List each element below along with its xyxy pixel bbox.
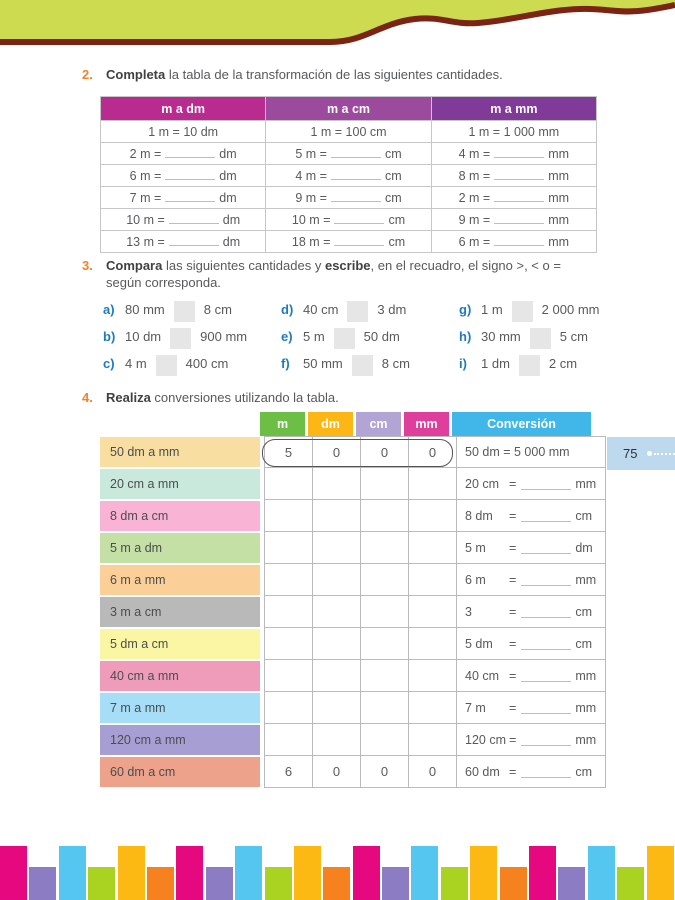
comparison-item xyxy=(459,296,639,323)
conversion-unit: cm xyxy=(575,604,592,619)
item-letter: e) xyxy=(281,329,293,344)
digit-cell[interactable] xyxy=(408,692,456,724)
digit-cell[interactable]: 0 xyxy=(312,436,360,468)
equals-sign: = xyxy=(509,700,517,715)
row-label: 5 m a dm xyxy=(100,533,260,563)
conversion-cell xyxy=(456,564,606,596)
equals-sign: = xyxy=(509,636,517,651)
footer-bar xyxy=(353,846,380,900)
cell-unit: cm xyxy=(384,191,402,205)
table-row xyxy=(100,756,597,788)
table-row xyxy=(101,143,597,165)
digit-cell[interactable] xyxy=(360,660,408,692)
fill-in-cell xyxy=(101,165,266,187)
footer-bar xyxy=(235,846,262,900)
cell-unit: dm xyxy=(222,213,241,227)
cell-unit: cm xyxy=(388,213,406,227)
footer-bar xyxy=(647,846,674,900)
sign-answer-box[interactable] xyxy=(174,301,195,322)
conversion-quantity: 40 cm xyxy=(465,668,500,683)
digit-cell[interactable] xyxy=(264,660,312,692)
cell-quantity: 9 m = xyxy=(458,213,491,227)
row-label: 40 cm a mm xyxy=(100,661,260,691)
exercise3-heading xyxy=(82,257,598,291)
page-number: 75 xyxy=(623,446,638,461)
exercise4-number: 4. xyxy=(82,390,93,405)
cell-quantity: 8 m = xyxy=(458,169,491,183)
digit-cell[interactable] xyxy=(408,724,456,756)
reference-cell: 1 m = 100 cm xyxy=(266,121,431,143)
digit-cell[interactable] xyxy=(360,596,408,628)
fill-in-cell xyxy=(266,231,431,253)
answer-blank[interactable] xyxy=(334,212,384,224)
footer-bar xyxy=(59,846,86,900)
digit-cell[interactable]: 0 xyxy=(312,756,360,788)
table-row xyxy=(100,692,597,724)
table-row xyxy=(101,165,597,187)
conversion-cell xyxy=(456,532,606,564)
conversion-column-header: Conversión xyxy=(452,412,591,436)
fill-in-cell xyxy=(431,143,596,165)
exercise2-heading xyxy=(82,66,597,83)
answer-blank[interactable] xyxy=(521,638,571,650)
conversion-worksheet-table xyxy=(100,412,597,788)
digit-cell[interactable]: 0 xyxy=(408,436,456,468)
footer-bar xyxy=(588,846,615,900)
equals-sign: = xyxy=(509,668,517,683)
equals-sign: = xyxy=(509,572,517,587)
table-row xyxy=(100,724,597,756)
item-letter: a) xyxy=(103,302,115,317)
digit-cell[interactable] xyxy=(264,564,312,596)
digit-cell[interactable] xyxy=(408,468,456,500)
digit-cell[interactable] xyxy=(264,468,312,500)
digit-cell[interactable] xyxy=(264,500,312,532)
footer-bar xyxy=(118,846,145,900)
unit-column-header: dm xyxy=(308,412,353,436)
comparison-item xyxy=(103,323,281,350)
table-row xyxy=(100,596,597,628)
table-row xyxy=(100,660,597,692)
digit-cell[interactable] xyxy=(312,692,360,724)
right-quantity: 2 cm xyxy=(548,356,578,371)
answer-blank[interactable] xyxy=(521,766,571,778)
column-header: m a dm xyxy=(101,97,266,121)
page-number-badge xyxy=(607,437,675,470)
digit-cell[interactable] xyxy=(408,564,456,596)
footer-bars-decoration xyxy=(0,846,675,900)
instruction-text-segment: la tabla de la transformación de las siguientes cantidades. xyxy=(165,67,503,82)
item-letter: c) xyxy=(103,356,115,371)
cell-quantity: 9 m = xyxy=(295,191,327,205)
equals-sign: = xyxy=(509,540,517,555)
left-quantity: 50 mm xyxy=(303,356,343,371)
conversion-cell xyxy=(456,436,606,468)
footer-bar xyxy=(147,867,174,900)
exercise4-heading xyxy=(82,389,597,406)
fill-in-cell xyxy=(101,187,266,209)
equals-sign: = xyxy=(509,476,517,491)
digit-cell[interactable] xyxy=(264,628,312,660)
sign-answer-box[interactable] xyxy=(512,301,533,322)
conversion-unit: mm xyxy=(575,476,597,491)
instruction-text-segment: , en el recuadro, el signo >, < o = según corresponda. xyxy=(106,258,561,290)
exercise3-instruction xyxy=(106,257,598,291)
left-quantity: 10 dm xyxy=(125,329,162,344)
footer-bar xyxy=(206,867,233,900)
cell-quantity: 4 m = xyxy=(458,147,491,161)
answer-blank[interactable] xyxy=(169,212,219,224)
sign-answer-box[interactable] xyxy=(519,355,540,376)
conversion-quantity: 6 m xyxy=(465,572,486,587)
top-banner-decoration xyxy=(0,0,675,52)
cell-quantity: 10 m = xyxy=(291,213,331,227)
equals-sign: = xyxy=(509,732,517,747)
conversion-unit: mm xyxy=(575,572,597,587)
digit-cell[interactable] xyxy=(408,596,456,628)
digit-cell[interactable] xyxy=(312,596,360,628)
badge-dotted-line xyxy=(654,453,675,455)
item-letter: g) xyxy=(459,302,472,317)
cell-unit: mm xyxy=(548,235,570,249)
conversion-cell xyxy=(456,628,606,660)
cell-unit: dm xyxy=(219,147,237,161)
answer-blank[interactable] xyxy=(494,234,544,246)
conversion-quantity: 120 cm xyxy=(465,732,506,747)
cell-quantity: 10 m = xyxy=(126,213,165,227)
instruction-text-segment: Compara xyxy=(106,258,163,273)
fill-in-cell xyxy=(431,165,596,187)
digit-cell[interactable] xyxy=(264,532,312,564)
row-label: 7 m a mm xyxy=(100,693,260,723)
footer-bar xyxy=(411,846,438,900)
answer-blank[interactable] xyxy=(521,606,571,618)
digit-cell[interactable] xyxy=(264,596,312,628)
exercise2-number: 2. xyxy=(82,67,93,82)
digit-cell[interactable] xyxy=(360,692,408,724)
conversion-unit: dm xyxy=(575,540,593,555)
item-letter: b) xyxy=(103,329,116,344)
row-label: 120 cm a mm xyxy=(100,725,260,755)
conversion-quantity: 60 dm xyxy=(465,764,500,779)
unit-column-header: cm xyxy=(356,412,401,436)
table-row xyxy=(101,187,597,209)
row-label: 8 dm a cm xyxy=(100,501,260,531)
answer-blank[interactable] xyxy=(521,478,571,490)
exercise4-instruction xyxy=(106,389,339,406)
digit-cell[interactable] xyxy=(408,628,456,660)
digit-cell[interactable] xyxy=(312,724,360,756)
cell-unit: mm xyxy=(548,169,570,183)
fill-in-cell xyxy=(101,209,266,231)
answer-blank[interactable] xyxy=(331,190,381,202)
footer-bar xyxy=(441,867,468,900)
left-quantity: 40 cm xyxy=(303,302,339,317)
digit-cell[interactable] xyxy=(312,532,360,564)
digit-cell[interactable] xyxy=(360,500,408,532)
digit-cell[interactable] xyxy=(360,532,408,564)
cell-quantity: 13 m = xyxy=(126,235,165,249)
right-quantity: 8 cm xyxy=(381,356,410,371)
conversion-unit: mm xyxy=(575,700,597,715)
digit-cell[interactable] xyxy=(360,564,408,596)
right-quantity: 5 cm xyxy=(559,329,588,344)
reference-cell: 1 m = 10 dm xyxy=(101,121,266,143)
conversion-quantity: 20 cm xyxy=(465,476,500,491)
digit-cell[interactable] xyxy=(264,692,312,724)
instruction-text-segment: escribe xyxy=(324,258,371,273)
digit-cell[interactable] xyxy=(312,628,360,660)
table-row xyxy=(100,532,597,564)
cell-unit: mm xyxy=(548,191,570,205)
row-label: 6 m a mm xyxy=(100,565,260,595)
fill-in-cell xyxy=(266,165,431,187)
answer-blank[interactable] xyxy=(169,234,219,246)
cell-quantity: 2 m = xyxy=(129,147,162,161)
answer-blank[interactable] xyxy=(494,168,544,180)
table-row xyxy=(100,436,597,468)
conversion-quantity: 5 dm xyxy=(465,636,493,651)
conversion-cell xyxy=(456,596,606,628)
footer-bar xyxy=(529,846,556,900)
footer-bar xyxy=(470,846,497,900)
footer-bar xyxy=(382,867,409,900)
fill-in-cell xyxy=(431,187,596,209)
cell-quantity: 6 m = xyxy=(129,169,162,183)
column-header: m a cm xyxy=(266,97,431,121)
digit-cell[interactable] xyxy=(408,532,456,564)
instruction-text-segment: conversiones utilizando la tabla. xyxy=(150,390,339,405)
digit-cell[interactable] xyxy=(312,564,360,596)
comparison-item xyxy=(459,323,639,350)
footer-bar xyxy=(0,846,27,900)
answer-blank[interactable] xyxy=(521,510,571,522)
table-row xyxy=(101,231,597,253)
table-row xyxy=(101,121,597,143)
left-quantity: 80 mm xyxy=(125,302,165,317)
answer-blank[interactable] xyxy=(165,190,215,202)
digit-cell[interactable]: 0 xyxy=(360,436,408,468)
answer-blank[interactable] xyxy=(331,146,381,158)
unit-column-header: m xyxy=(260,412,305,436)
reference-cell: 1 m = 1 000 mm xyxy=(431,121,596,143)
digit-cell[interactable] xyxy=(360,628,408,660)
fill-in-cell xyxy=(431,231,596,253)
digit-cell[interactable] xyxy=(408,500,456,532)
answer-blank[interactable] xyxy=(521,670,571,682)
right-quantity: 400 cm xyxy=(185,356,229,371)
digit-cell[interactable] xyxy=(264,724,312,756)
footer-bar xyxy=(558,867,585,900)
table-row xyxy=(100,628,597,660)
cell-quantity: 5 m = xyxy=(295,147,327,161)
row-label: 20 cm a mm xyxy=(100,469,260,499)
row-label: 60 dm a cm xyxy=(100,757,260,787)
top-wave-graphic xyxy=(0,0,675,52)
conversion-reference-table xyxy=(100,96,597,253)
fill-in-cell xyxy=(266,209,431,231)
answer-blank[interactable] xyxy=(494,212,544,224)
cell-unit: cm xyxy=(384,147,402,161)
conversion-unit: cm xyxy=(575,636,592,651)
digit-cell[interactable] xyxy=(312,500,360,532)
conversion-cell xyxy=(456,692,606,724)
instruction-text-segment: las siguientes cantidades y xyxy=(162,258,325,273)
answer-blank[interactable] xyxy=(165,146,215,158)
table-row xyxy=(101,209,597,231)
comparison-item xyxy=(281,323,459,350)
left-quantity: 5 m xyxy=(303,329,325,344)
column-header: m a mm xyxy=(431,97,596,121)
digit-cell[interactable] xyxy=(312,468,360,500)
digit-cell[interactable] xyxy=(360,724,408,756)
digit-cell[interactable]: 0 xyxy=(360,756,408,788)
comparison-item xyxy=(459,350,639,377)
footer-bar xyxy=(265,867,292,900)
digit-cell[interactable]: 0 xyxy=(408,756,456,788)
cell-unit: mm xyxy=(548,213,570,227)
cell-unit: dm xyxy=(219,191,237,205)
answer-blank[interactable] xyxy=(521,574,571,586)
answer-blank[interactable] xyxy=(334,234,384,246)
table-header-row xyxy=(101,97,597,121)
left-quantity: 4 m xyxy=(125,356,147,371)
digit-cell[interactable] xyxy=(360,468,408,500)
badge-dot-icon xyxy=(647,451,651,456)
answer-blank[interactable] xyxy=(521,542,571,554)
cell-quantity: 6 m = xyxy=(458,235,491,249)
footer-bar xyxy=(323,867,350,900)
cell-unit: dm xyxy=(219,169,237,183)
left-quantity: 1 dm xyxy=(481,356,510,371)
item-letter: f) xyxy=(281,356,290,371)
right-quantity: 2 000 mm xyxy=(541,302,600,317)
conversion-cell xyxy=(456,724,606,756)
instruction-text-segment: Realiza xyxy=(106,390,151,405)
conversion-quantity: 7 m xyxy=(465,700,486,715)
right-quantity: 50 dm xyxy=(363,329,400,344)
answer-blank[interactable] xyxy=(165,168,215,180)
conversion-quantity: 8 dm xyxy=(465,508,493,523)
equals-sign: = xyxy=(509,764,517,779)
conversion-unit: cm xyxy=(575,764,592,779)
footer-bar xyxy=(500,867,527,900)
answer-blank[interactable] xyxy=(521,702,571,714)
fill-in-cell xyxy=(431,209,596,231)
sign-answer-box[interactable] xyxy=(530,328,551,349)
unit-column-header: mm xyxy=(404,412,449,436)
digit-cell[interactable]: 6 xyxy=(264,756,312,788)
cell-unit: dm xyxy=(222,235,241,249)
conversion-unit: mm xyxy=(575,732,597,747)
conversion-cell xyxy=(456,468,606,500)
exercise2-instruction xyxy=(106,66,503,83)
table-row xyxy=(100,564,597,596)
sign-answer-box[interactable] xyxy=(170,328,191,349)
instruction-text-segment: Completa xyxy=(106,67,166,82)
fill-in-cell xyxy=(266,187,431,209)
conversion-quantity: 3 xyxy=(465,604,472,619)
equals-sign: = xyxy=(509,604,517,619)
left-quantity: 30 mm xyxy=(481,329,521,344)
cell-quantity: 18 m = xyxy=(291,235,331,249)
cell-quantity: 4 m = xyxy=(295,169,327,183)
conversion-unit: cm xyxy=(575,508,592,523)
sign-answer-box[interactable] xyxy=(347,301,368,322)
row-label: 3 m a cm xyxy=(100,597,260,627)
footer-bar xyxy=(88,867,115,900)
row-label: 50 dm a mm xyxy=(100,437,260,467)
conversion-cell xyxy=(456,756,606,788)
comparison-item xyxy=(103,350,281,377)
comparison-items-grid xyxy=(103,296,639,377)
fill-in-cell xyxy=(266,143,431,165)
exercise3-number: 3. xyxy=(82,258,93,273)
footer-bar xyxy=(29,867,56,900)
footer-bar xyxy=(294,846,321,900)
comparison-item xyxy=(281,350,459,377)
cell-unit: mm xyxy=(548,147,570,161)
item-letter: d) xyxy=(281,302,294,317)
item-letter: i) xyxy=(459,356,467,371)
left-quantity: 1 m xyxy=(481,302,503,317)
sign-answer-box[interactable] xyxy=(156,355,177,376)
equals-sign: = xyxy=(509,508,517,523)
answer-blank[interactable] xyxy=(331,168,381,180)
right-quantity: 8 cm xyxy=(203,302,232,317)
table-row xyxy=(100,500,597,532)
footer-bar xyxy=(176,846,203,900)
cell-unit: cm xyxy=(384,169,402,183)
footer-bar xyxy=(617,867,644,900)
answer-blank[interactable] xyxy=(521,734,571,746)
conversion-cell xyxy=(456,660,606,692)
conversion-unit: mm xyxy=(575,668,597,683)
cell-quantity: 7 m = xyxy=(129,191,162,205)
answer-blank[interactable] xyxy=(494,190,544,202)
cell-quantity: 2 m = xyxy=(458,191,491,205)
answer-blank[interactable] xyxy=(494,146,544,158)
row-label: 5 dm a cm xyxy=(100,629,260,659)
sign-answer-box[interactable] xyxy=(352,355,373,376)
fill-in-cell xyxy=(101,143,266,165)
table-row xyxy=(100,468,597,500)
conversion-quantity: 5 m xyxy=(465,540,486,555)
conversion-result: 50 dm = 5 000 mm xyxy=(465,445,570,459)
digit-cell[interactable] xyxy=(408,660,456,692)
conversion-cell xyxy=(456,500,606,532)
digit-cell[interactable]: 5 xyxy=(264,436,312,468)
right-quantity: 900 mm xyxy=(200,329,248,344)
cell-unit: cm xyxy=(388,235,406,249)
fill-in-cell xyxy=(101,231,266,253)
right-quantity: 3 dm xyxy=(377,302,407,317)
item-letter: h) xyxy=(459,329,472,344)
comparison-item xyxy=(281,296,459,323)
table-header-row xyxy=(260,412,597,436)
sign-answer-box[interactable] xyxy=(334,328,355,349)
comparison-item xyxy=(103,296,281,323)
digit-cell[interactable] xyxy=(312,660,360,692)
